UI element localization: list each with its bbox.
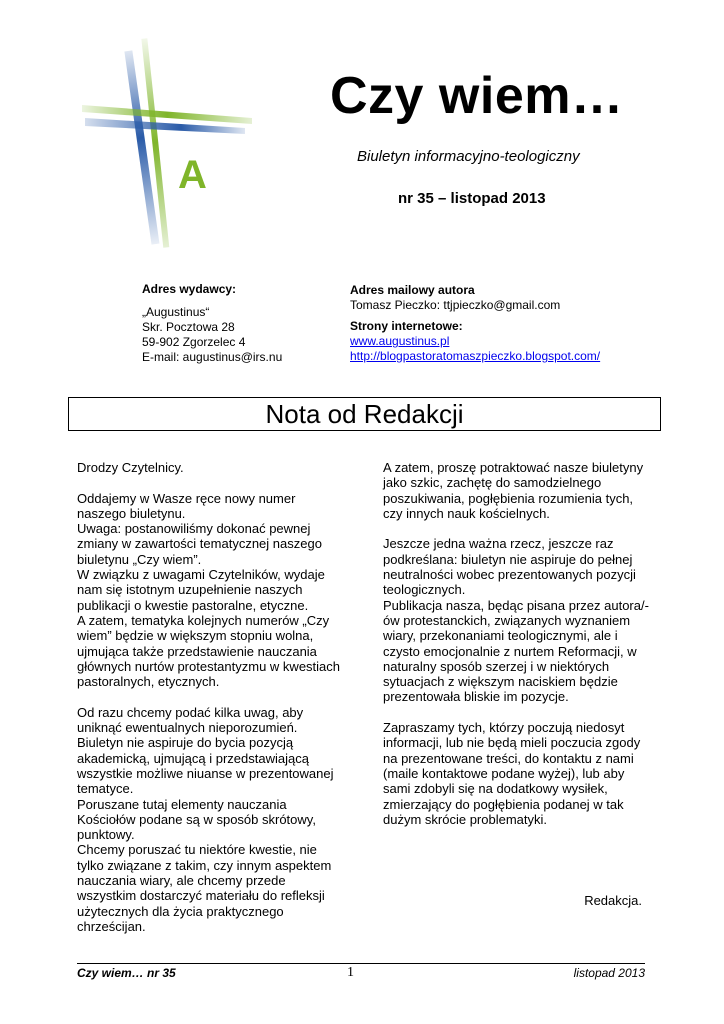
footer-date: listopad 2013: [573, 966, 645, 980]
author-mail-heading: Adres mailowy autora: [350, 283, 475, 297]
websites-heading: Strony internetowe:: [350, 319, 463, 333]
page-number: 1: [347, 965, 354, 980]
newsletter-subtitle: Biuletyn informacyjno-teologiczny: [357, 148, 580, 165]
paragraph: W związku z uwagami Czytelników, wydaje nam się istotnym uzupełnienie naszych publikacji o kwestie pastoralne, etyczne.: [77, 567, 325, 613]
logo-letter: A: [178, 153, 207, 197]
footer-publication: Czy wiem… nr 35: [77, 966, 176, 980]
website-link-augustinus[interactable]: www.augustinus.pl: [350, 334, 450, 348]
author-contact: [350, 283, 600, 364]
publisher-line: Skr. Pocztowa 28: [142, 320, 235, 334]
paragraph: Drodzy Czytelnicy.: [77, 460, 184, 475]
newsletter-title: Czy wiem…: [330, 67, 624, 125]
publisher-heading: Adres wydawcy:: [142, 282, 237, 296]
augustinus-cross-logo: [80, 30, 260, 250]
paragraph: Uwaga: postanowiliśmy dokonać pewnej zmiany w zawartości tematycznej naszego biuletynu „Czy wiem”.: [77, 521, 322, 567]
issue-number: nr 35 – listopad 2013: [398, 190, 546, 207]
paragraph: Publikacja nasza, będąc pisana przez autora/-ów protestanckich, związanych wyznaniem wiary, przekonaniami teologicznymi, ale i czysto emocjonalnie z nurtem Reformacji, w naturalny sposób szerzej i w niektórych sytuacjach z większym naciskiem będzie prezentowała bliskie im pozycje.: [383, 597, 649, 705]
right-column: [383, 460, 651, 827]
signoff: Redakcja.: [584, 893, 642, 908]
author-mail-line: Tomasz Pieczko: ttjpieczko@gmail.com: [350, 298, 561, 312]
paragraph: Oddajemy w Wasze ręce nowy numer naszego biuletynu.: [77, 490, 296, 521]
paragraph: Jeszcze jedna ważna rzecz, jeszcze raz podkreślana: biuletyn nie aspiruje do pełnej neutralności wobec prezentowanych pozycji teologicznych.: [383, 536, 636, 598]
section-title: Nota od Redakcji: [265, 398, 464, 429]
paragraph: Biuletyn nie aspiruje do bycia pozycją akademicką, ujmującą i przedstawiającą wszystkie możliwe niuanse w prezentowanej tematyce.: [77, 735, 334, 797]
publisher-line: „Augustinus“: [142, 305, 210, 319]
paragraph: A zatem, proszę potraktować nasze biuletyny jako szkic, zachętę do samodzielnego poszukiwania, pogłębienia rozumienia tych, czy innych nauk kościelnych.: [383, 460, 644, 521]
page-footer: [77, 966, 645, 984]
publisher-address: [142, 282, 282, 365]
paragraph: Od razu chcemy podać kilka uwag, aby uniknąć ewentualnych nieporozumień.: [77, 704, 304, 736]
left-column: [77, 460, 345, 934]
footer-rule: [77, 963, 645, 964]
paragraph: Chcemy poruszać tu niektóre kwestie, nie tylko związane z takim, czy innym aspektem nauczania wiary, ale chcemy przede wszystkim dostarczyć materiału do refleksji użytecznych dla życia praktycznego chrześcijan.: [77, 842, 332, 934]
section-banner: [68, 397, 661, 431]
paragraph: A zatem, tematyka kolejnych numerów „Czy wiem” będzie w większym stopniu wolna, ujmująca także przedstawienie nauczania głównych nurtów protestantyzmu w kwestiach pastoralnych, etycznych.: [77, 612, 341, 690]
paragraph: Poruszane tutaj elementy nauczania Kościołów podane są w sposób skrótowy, punktowy.: [77, 796, 316, 843]
website-link-blog[interactable]: http://blogpastoratomaszpieczko.blogspot.com/: [350, 349, 601, 363]
publisher-line: 59-902 Zgorzelec 4: [142, 335, 246, 349]
paragraph: Zapraszamy tych, którzy poczują niedosyt informacji, lub nie będą mieli poczucia zgody na prezentowane treści, do kontaktu z nami (maile kontaktowe podane wyżej), lub aby sami zdobyli się na dodatkowy wysiłek, zmierzający do pogłębienia podanej w tak dużym skrócie problematyki.: [383, 720, 641, 827]
publisher-email: E-mail: augustinus@irs.nu: [142, 350, 283, 364]
